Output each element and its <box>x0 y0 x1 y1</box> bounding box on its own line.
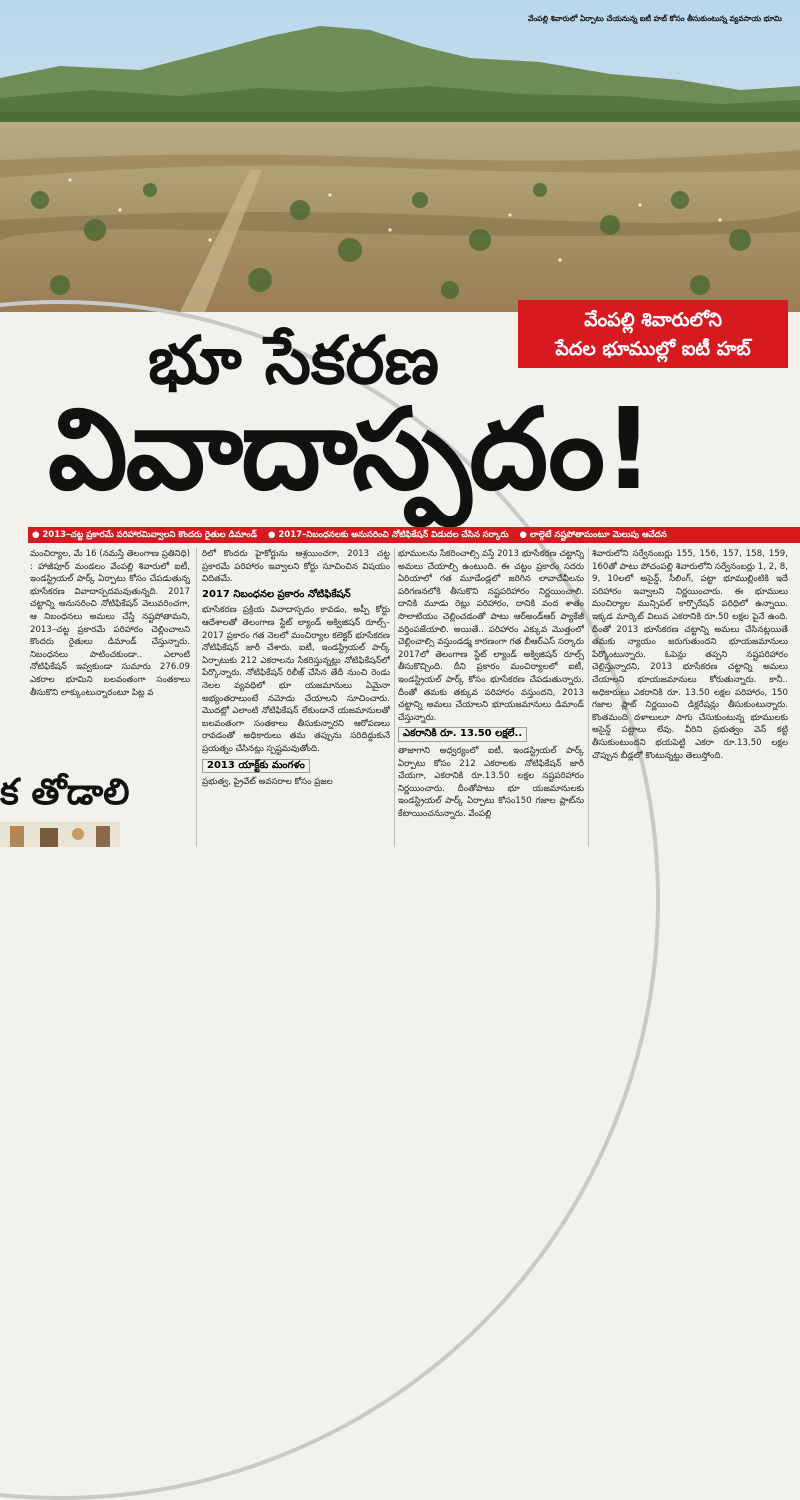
callout-box <box>518 300 788 368</box>
adjacent-headline: క తోడాలి <box>0 772 130 813</box>
ticker-item: ● లాల్గెటే నష్టపోతామంటూ మెలుపు ఆవేదన <box>519 530 667 540</box>
column-2-text-a: రిలో కొందరు హైకోర్టును ఆశ్రయించగా, 2013 చట్ట ప్రకారమే పరిహారం ఇవ్వాలని కోర్టు సూచించిన విషయం విదితమే. <box>202 549 390 585</box>
column-4-text: శివారులోని సర్వేనంబర్లు 155, 156, 157, 158, 159, 160తో పాటు పోచంపల్లి శివారులోని సర్వేనంబర్లు 1, 2, 8, 9, 10లలో అసైన్డ్, సీలింగ్, పట్టా భూముల్లింటికి ఇదే పరిహారం ఇవ్వాలని నిర్ణయించారు. ఈ భూములు మంచిర్యాల మున్సిపల్ కార్పొరేషన్ పరిధిలో ఉన్నాయి. ఇక్కడ మార్కెట్ విలువ ఎకరానికి రూ.50 లక్షల పైనే ఉంది. దీంతో 2013 భూసేకరణ చట్టాన్ని అమలు చేసినట్లయితే తమకు న్యాయం జరుగుతుందని భూయజమానులు పేర్కొంటున్నారు. ఓపెన్లు తప్పని నష్టపరిహారం చెల్లిస్తున్నారని, 2013 భూసేకరణ చట్టాన్ని అమలు చేయాలని భూయజమానులు కోరుతున్నారు. కానీ.. అధికారులు ఎకరానికి రూ. 13.50 లక్షల పరిహారం, 150 గజాల ప్లాట్ నిర్ణయించి డిక్లరేషన్లు తీసుకుంటున్నారు. కొంతమంది దళాలులూ సాగు చేసుకుంటున్న భూములకు అసైన్డ్ పట్టాలు లేవు. వీరిని ప్రభుత్వం వెన్ కట్టి తీసుకుంటుందని భయపెట్టి ఎకరా రూ.13.50 లక్షల చొప్పున బీడ్లలో కొంటున్నట్టు తెలుస్తోంది. <box>592 549 788 761</box>
column-2-text-c: ప్రభుత్వ, ప్రైవేట్ అవసరాల కోసం ప్రజల <box>202 777 333 788</box>
farmland-photo <box>0 0 800 312</box>
column-3-text-b: తాజాగాని అధ్వర్యంలో ఐటీ, ఇండస్ట్రియల్ పార్క్ ఏర్పాటు కోసం 212 ఎకరాలకు నోటిఫికేషన్ జారీ చేయగా, ఎకరానికి రూ.13.50 లక్షల నష్టపరిహారం నిర్ణయించారు. దీంతోపాటు భూ యజమానులకు ఇండస్ట్రియల్ పార్క్ ఏర్పాటు కోసం150 గజాల ప్లాట్‌ను కేటాయించనున్నారు. వేంపల్లి <box>398 745 584 819</box>
subheading-notification: 2017 నిబంధనల ప్రకారం నోటిఫికేషన్ <box>202 588 351 600</box>
column-2-text-b: భూసేకరణ ప్రక్రియ వివాదాస్పదం కావడం, అప్పీ కోర్టు ఆదేశాలతో తెలంగాణ స్టేట్ ల్యాండ్ అక్విజిషన్ రూల్స్–2017 ప్రకారం గత నెలలో మంచిర్యాల కలెక్టర్ భూసేకరణ నోటిఫికేషన్ జారీ చేశారు. ఐటీ, ఇండస్ట్రియల్ పార్క్ ఏర్పాటుకు 212 ఎకరాలను సేకరిస్తున్నట్లు నోటిఫికేషన్‌లో పేర్కొన్నారు. నోటిఫికేషన్ రిలీజ్ చేసిన తేదీ నుంచి రెండు నెలల వ్యవధిలో భూ యజమానులు ఏమైనా అభ్యంతరాలుంటే నమోదు చేయాలని సూచించారు. మొదట్లో ఎలాంటి నోటిఫికేషన్ లేకుండానే యజమానులతో బలవంతంగా సంతకాలు తీసుకున్నారని ఆరోపణలు రావడంతో అధికారులు తమ తప్పును సరిదిద్దుకునే ప్రయత్నం చేసినట్లు స్పష్టమవుతోంది. <box>202 605 390 754</box>
column-divider <box>588 548 589 847</box>
article-column-1 <box>30 548 190 753</box>
callout-line-1: వేంపల్లి శివారులోని <box>584 309 722 331</box>
highlights-ticker <box>28 527 800 543</box>
photo-caption: వేంపల్లి శివారులో ఏర్పాటు చేయనున్న ఐటీ హబ్ కోసం తీసుకుంటున్న వ్యవసాయ భూమి <box>528 14 782 23</box>
ticker-item: ● 2017–నిబంధనలకు అనుసరించి నోటిఫికేషన్ విడుదల చేసిన సర్కారు <box>268 530 509 540</box>
ticker-item: ● 2013–చట్ట ప్రకారమే పరిహారమివ్వాలని కొందరు రైతుల డిమాండ్ <box>32 530 258 540</box>
column-1-text: మంచిర్యాల, మే 16 (నమస్తే తెలంగాణ ప్రతినిధి) : హాజీపూర్ మండలం వేంపల్లి శివారులో ఐటీ, ఇండస్ట్రియల్ పార్క్ ఏర్పాటు కోసం చేపడుతున్న భూసేకరణ వివాదాస్పదమవుతున్నది. 2017 చట్టాన్ని అనుసరించి నోటిఫికేషన్ వెలువరించగా, ఆ నిబంధనలు అమలు చేస్తే నష్టపోతామని, 2013–చట్ట ప్రకారమే పరిహారం చెల్లించాలని కొందరు రైతులు డిమాండ్ చేస్తున్నారు. నిబంధనలు పాటించకుండా.. ఎలాంటి నోటిఫికేషన్ ఇవ్వకుండా సుమారు 276.09 ఎకరాల భూమిని బలవంతంగా సంతకాలు తీసుకొని లాక్కుంటున్నారంటూ పిట్ల వ <box>30 549 190 698</box>
column-divider <box>394 548 395 847</box>
subheading-2013-act: 2013 యాక్ట్‌కు మంగళం <box>202 759 310 774</box>
article-column-4 <box>592 548 788 847</box>
callout-line-2: పేదల భూముల్లో ఐటీ హబ్ <box>555 338 751 360</box>
article-column-3 <box>398 548 584 847</box>
adjacent-photo-strip <box>0 822 120 847</box>
column-3-text-a: భూములను సేకరించాల్సి వస్తే 2013 భూసేకరణ చట్టాన్ని అమలు చేయాల్సి ఉంటుంది. ఈ చట్టం ప్రకారం సదరు ఏరియాలో గత మూడేండ్లలో జరిగిన లావాదేవీలను పరిగణనలోకి తీసుకొని నష్టపరిహారం నిర్ణయించాలి. దానికి మూడు రెట్లు పరిహారం, దానికి వంద శాతం సొలాటియం చెల్లించడంతో పాటు ఆర్అండ్ఆర్ ప్యాకేజీ వర్తింపజేయాలి. అయితే.. పరిహారం ఎక్కువ మొత్తంలో చెల్లించాల్సి వస్తుండడ్మ కారణంగా గత బీఆర్ఎస్ సర్కారు 2017లో తెలంగాణ స్టేట్ ల్యాండ్ అక్విజిషన్ రూల్స్ తీసుకొచ్చింది. దీని ప్రకారం మంచిర్యాలలో ఐటీ, ఇండస్ట్రియల్ పార్క్ కోసం భూసేకరణ చేపడుతున్నారు. దీంతో తమకు తక్కువ పరిహారం వస్తుందని, 2013 చట్టాన్ని అమలు చేయాలని భూయజమానులు డిమాండ్ చేస్తున్నారు. <box>398 549 584 723</box>
headline-line-2: వివాదాస్పదం! <box>48 385 653 515</box>
subheading-compensation: ఎకరానికి రూ. 13.50 లక్షలే.. <box>398 727 527 742</box>
article-column-2 <box>202 548 390 847</box>
column-divider <box>196 548 197 847</box>
headline-line-1: భూ సేకరణ <box>148 322 440 399</box>
